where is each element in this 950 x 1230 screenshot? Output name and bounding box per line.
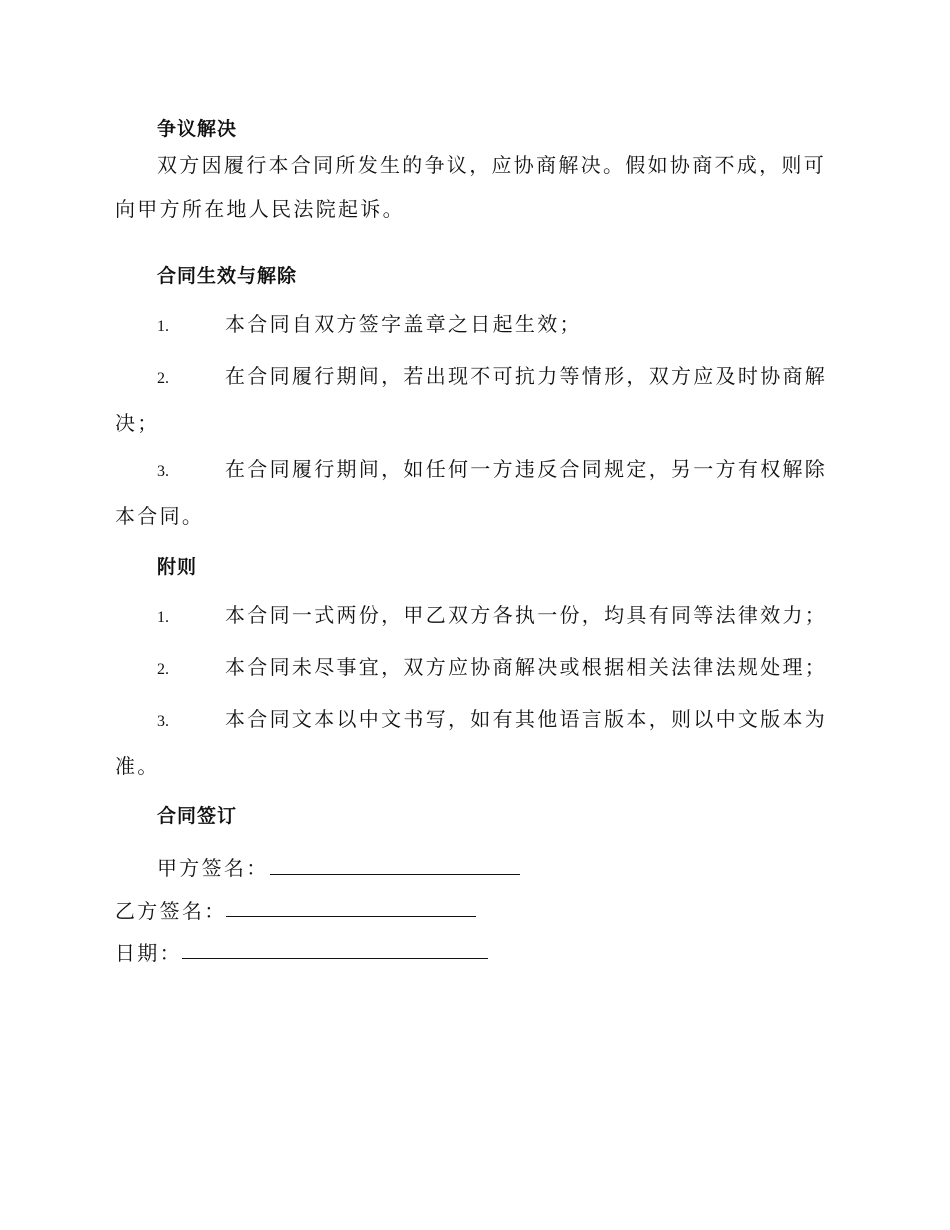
item-text: 本合同一式两份，甲乙双方各执一份，均具有同等法律效力；: [225, 603, 828, 627]
item-text: 本合同文本以中文书写，如有其他语言版本，则以中文版本为准。: [115, 707, 828, 778]
section-heading-appendix: 附则: [157, 556, 198, 578]
party-a-signature-label: 甲方签名：: [157, 856, 269, 880]
item-text: 本合同未尽事宜，双方应协商解决或根据相关法律法规处理；: [225, 655, 828, 679]
dispute-paragraph: 双方因履行本合同所发生的争议，应协商解决。假如协商不成，则可向甲方所在地人民法院起诉。: [115, 153, 826, 221]
section-heading-signing: 合同签订: [157, 805, 238, 827]
item-text: 在合同履行期间，如任何一方违反合同规定，另一方有权解除本合同。: [115, 457, 828, 528]
effect-item-2: [115, 354, 835, 445]
item-number: 1.: [157, 318, 169, 335]
appendix-item-2: [115, 645, 835, 692]
party-b-signature-label: 乙方签名：: [115, 899, 227, 923]
date-line: [182, 958, 488, 959]
party-a-signature-line: [270, 874, 520, 875]
appendix-item-1: [115, 593, 835, 640]
item-text: 本合同自双方签字盖章之日起生效；: [225, 312, 582, 336]
item-text: 在合同履行期间，若出现不可抗力等情形，双方应及时协商解决；: [115, 364, 828, 435]
item-number: 3.: [157, 463, 169, 480]
item-number: 1.: [157, 609, 169, 626]
item-number: 3.: [157, 713, 169, 730]
party-b-signature-line: [226, 916, 476, 917]
item-number: 2.: [157, 661, 169, 678]
section-heading-dispute: 争议解决: [157, 118, 238, 140]
effect-item-3: [115, 447, 835, 538]
appendix-item-3: [115, 697, 835, 788]
date-label: 日期：: [115, 941, 182, 965]
item-number: 2.: [157, 370, 169, 387]
section-heading-effect: 合同生效与解除: [157, 265, 298, 287]
effect-item-1: [115, 302, 835, 349]
